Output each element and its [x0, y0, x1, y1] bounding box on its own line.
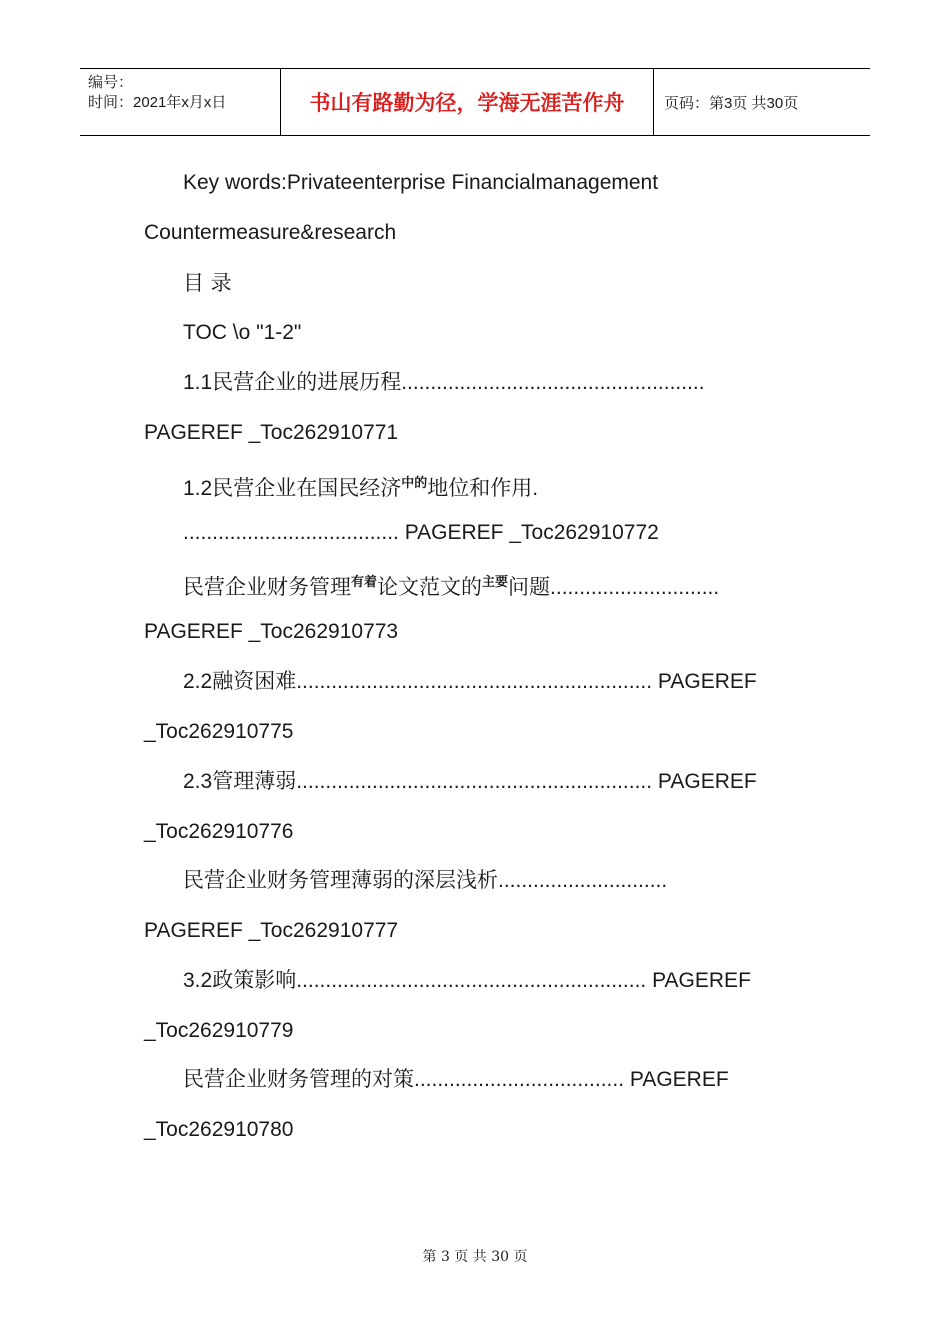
toc-entry-ref: PAGEREF _Toc262910773 [144, 620, 399, 643]
toc-entry: 民营企业财务管理薄弱的深层浅析............................. [183, 869, 668, 892]
toc-entry-text: 论文范文的 [377, 576, 483, 599]
page-header [80, 68, 870, 136]
time-label: 时间：2021年x月x日 [88, 94, 227, 111]
keywords-line-2: Countermeasure&research [144, 221, 397, 244]
header-motto: 书山有路勤为径，学海无涯苦作舟 [281, 69, 654, 135]
toc-entry-ref: _Toc262910780 [144, 1118, 294, 1141]
toc-entry-text: 民营企业财务管理 [183, 576, 351, 599]
toc-entry-ref: PAGEREF _Toc262910777 [144, 919, 399, 942]
toc-entry-text: 地位和作用. [427, 477, 539, 500]
toc-entry [183, 568, 719, 602]
toc-entry-ref: _Toc262910775 [144, 720, 294, 743]
toc-entry: 2.3管理薄弱............................................................. PAGEREF [183, 770, 757, 793]
code-label: 编号： [88, 74, 134, 91]
toc-entry-text: 1.2民营企业在国民经济 [183, 477, 402, 500]
toc-entry-ref: PAGEREF _Toc262910771 [144, 421, 399, 444]
toc-entry-ref: ..................................... PAGEREF _Toc262910772 [183, 521, 659, 544]
toc-entry-ref: _Toc262910779 [144, 1019, 294, 1042]
toc-entry-text: 问题............................. [508, 576, 720, 599]
toc-entry: 1.1民营企业的进展历程.................................................... [183, 371, 705, 394]
header-page-info: 页码：第3页 共30页 [664, 94, 799, 112]
superscript-text: 有着 [351, 574, 378, 589]
toc-entry: 2.2融资困难............................................................. PAGEREF [183, 670, 757, 693]
superscript-text: 中的 [401, 475, 428, 490]
toc-entry: 民营企业财务管理的对策.................................... PAGEREF [183, 1068, 729, 1091]
page-footer: 第 3 页 共 30 页 [422, 1249, 528, 1265]
toc-field-code: TOC \o "1-2" [183, 321, 302, 344]
toc-title: 目 录 [183, 271, 232, 295]
toc-entry-ref: _Toc262910776 [144, 820, 294, 843]
keywords-line: Key words:Privateenterprise Financialmanagement [183, 171, 659, 194]
superscript-text: 主要 [482, 574, 509, 589]
header-meta [80, 69, 281, 135]
toc-entry [183, 469, 538, 503]
toc-entry: 3.2政策影响............................................................ PAGEREF [183, 969, 751, 992]
